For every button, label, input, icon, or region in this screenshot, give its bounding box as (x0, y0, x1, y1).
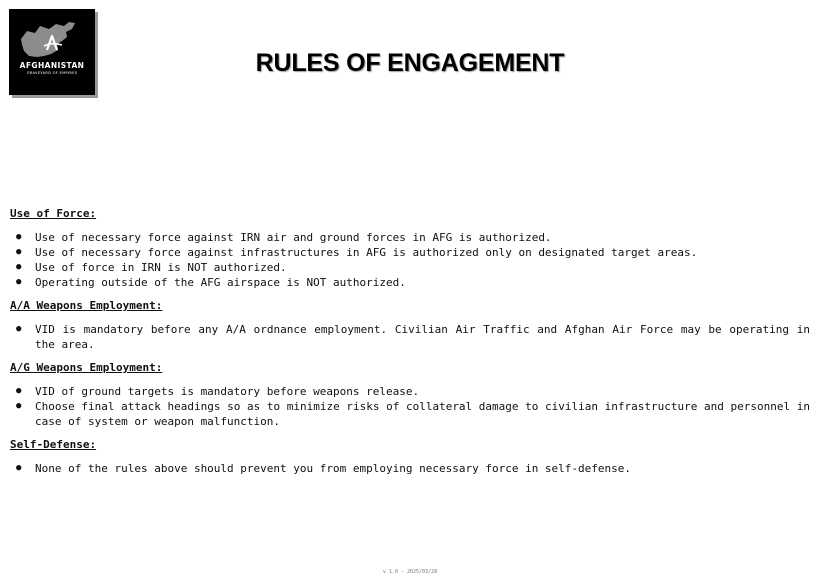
list-item: ● VID is mandatory before any A/A ordnance employment. Civilian Air Traffic and Afghan Air Force may be operating in the area. (10, 322, 810, 352)
rules-list-aa-weapons (10, 322, 810, 352)
list-item: ● Use of necessary force against infrastructures in AFG is authorized only on designated target areas. (10, 245, 810, 260)
list-item: ● Use of necessary force against IRN air and ground forces in AFG is authorized. (10, 230, 810, 245)
rules-content (10, 206, 810, 484)
page-title: RULES OF ENGAGEMENT (255, 49, 565, 77)
logo-subtitle: GRAVEYARD OF EMPIRES (26, 71, 78, 75)
rules-list-ag-weapons (10, 384, 810, 429)
list-item: ● Use of force in IRN is NOT authorized. (10, 260, 810, 275)
rules-list-self-defense (10, 461, 810, 476)
section-heading-aa-weapons: A/A Weapons Employment: (10, 299, 163, 312)
list-item: ● VID of ground targets is mandatory before weapons release. (10, 384, 810, 399)
version-footer: v 1.0 - 2025/03/28 (382, 569, 438, 575)
list-item: ● Choose final attack headings so as to minimize risks of collateral damage to civilian infrastructure and personnel in case of system or weapon malfunction. (10, 399, 810, 429)
section-heading-self-defense: Self-Defense: (10, 438, 97, 451)
section-heading-use-of-force: Use of Force: (10, 207, 97, 220)
logo-title: AFGHANISTAN (19, 61, 85, 70)
rules-list-use-of-force (10, 230, 810, 290)
list-item: ● Operating outside of the AFG airspace is NOT authorized. (10, 275, 810, 290)
list-item: ● None of the rules above should prevent you from employing necessary force in self-defense. (10, 461, 810, 476)
section-heading-ag-weapons: A/G Weapons Employment: (10, 361, 163, 374)
